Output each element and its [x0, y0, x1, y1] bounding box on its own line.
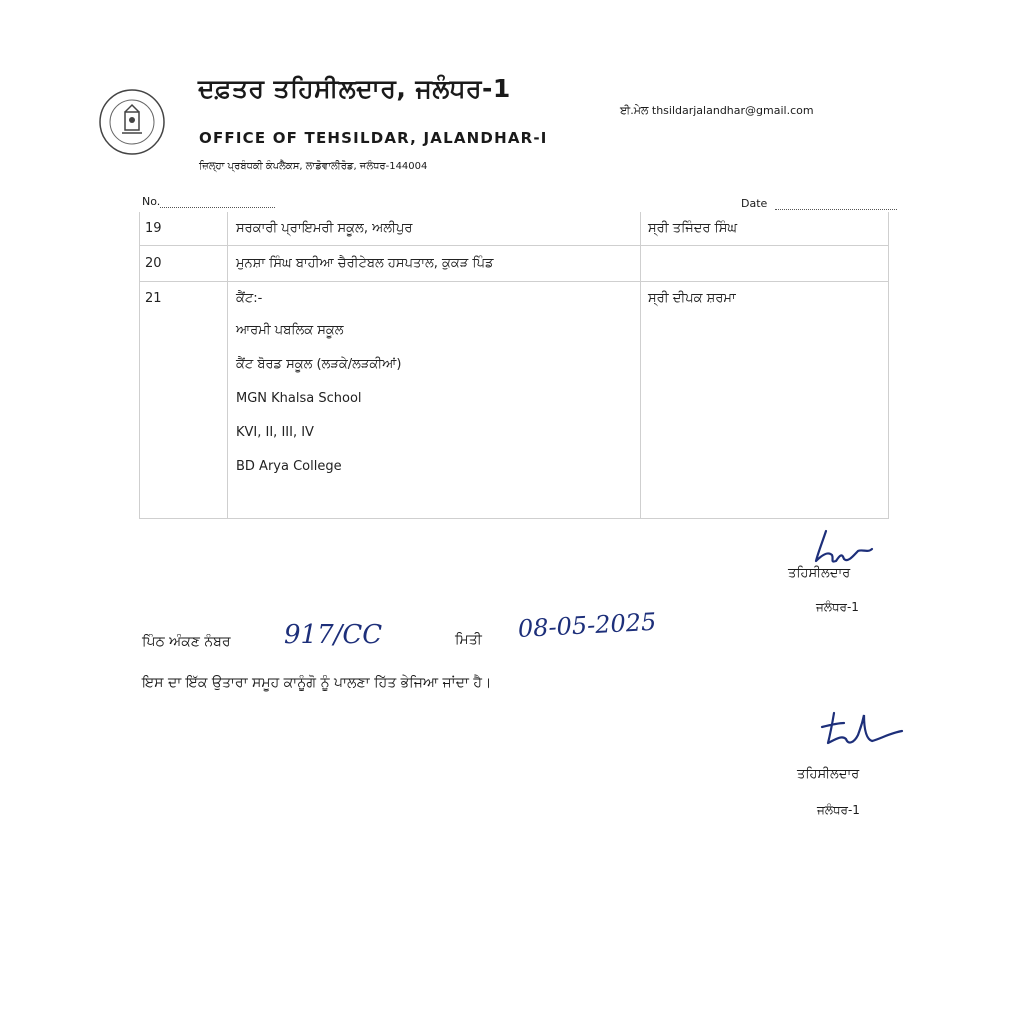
table-row-21-place-line: ਕੈਂਟ:- — [236, 291, 263, 306]
table-col-divider — [227, 212, 228, 519]
endorsement-text: ਇਸ ਦਾ ਇੱਕ ਉਤਾਰਾ ਸਮੂਹ ਕਾਨੂੰਗੋ ਨੂੰ ਪਾਲਣਾ ਹਿੱਤ ਭੇਜਿਆ ਜਾਂਦਾ ਹੈ। — [142, 675, 492, 691]
table-row-21-place-line: ਕੈਂਟ ਬੋਰਡ ਸਕੂਲ (ਲੜਕੇ/ਲੜਕੀਆਂ) — [236, 357, 402, 372]
signature-2-place: ਜਲੰਧਰ-1 — [817, 803, 860, 817]
signature-2-icon — [820, 705, 905, 753]
signature-1-icon — [808, 525, 878, 570]
signature-1-title: ਤਹਿਸੀਲਦਾਰ — [788, 566, 851, 581]
date-label: Date — [741, 197, 768, 210]
table-row-19-officer: ਸ੍ਰੀ ਤਜਿੰਦਰ ਸਿੰਘ — [648, 221, 738, 236]
signature-1-place: ਜਲੰਧਰ-1 — [816, 600, 859, 614]
table-row-19-sno: 19 — [145, 221, 162, 236]
no-dotted-line — [160, 207, 275, 208]
endorsement-label: ਪਿੰਠ ਅੰਕਣ ਨੰਬਰ — [142, 634, 231, 650]
table-row-21-officer: ਸ੍ਰੀ ਦੀਪਕ ਸ਼ਰਮਾ — [648, 291, 736, 306]
government-seal-icon — [98, 88, 166, 156]
endorsement-date-label: ਮਿਤੀ — [455, 632, 482, 648]
office-title-punjabi: ਦਫ਼ਤਰ ਤਹਿਸੀਲਦਾਰ, ਜਲੰਧਰ-1 — [198, 74, 511, 103]
no-label: No. — [142, 195, 161, 208]
table-row-20-place: ਮੁਨਸ਼ਾ ਸਿੰਘ ਬਾਹੀਆ ਚੈਰੀਟੇਬਲ ਹਸਪਤਾਲ, ਕੁਕੜ ਪਿੰਡ — [236, 256, 494, 271]
table-row-divider — [139, 245, 889, 246]
table-row-21-place-line: KVI, II, III, IV — [236, 425, 314, 440]
date-dotted-line — [775, 209, 897, 210]
office-address: ਜ਼ਿਲ੍ਹਾ ਪ੍ਰਬੰਧਕੀ ਕੰਪਲੈਕਸ, ਲਾਡੋਵਾਲੀਰੋਡ, ਜਲੰਧਰ-144004 — [199, 161, 428, 172]
signature-2-title: ਤਹਿਸੀਲਦਾਰ — [797, 767, 860, 782]
endorsement-number: 917/CC — [284, 620, 383, 650]
table-col-divider — [640, 212, 641, 519]
table-row-21-place-line: ਆਰਮੀ ਪਬਲਿਕ ਸਕੂਲ — [236, 323, 344, 338]
table-row-divider — [139, 281, 889, 282]
table-row-19-place: ਸਰਕਾਰੀ ਪ੍ਰਾਇਮਰੀ ਸਕੂਲ, ਅਲੀਪੁਰ — [236, 221, 413, 236]
table-row-20-sno: 20 — [145, 256, 162, 271]
table-row-21-place-line: MGN Khalsa School — [236, 391, 362, 406]
office-title-english: OFFICE OF TEHSILDAR, JALANDHAR-I — [199, 129, 548, 147]
table-row-21-place-line: BD Arya College — [236, 459, 342, 474]
office-email: ਈ.ਮੇਲ thsildarjalandhar@gmail.com — [620, 104, 814, 117]
endorsement-date: 08-05-2025 — [517, 607, 657, 643]
table-row-21-sno: 21 — [145, 291, 162, 306]
